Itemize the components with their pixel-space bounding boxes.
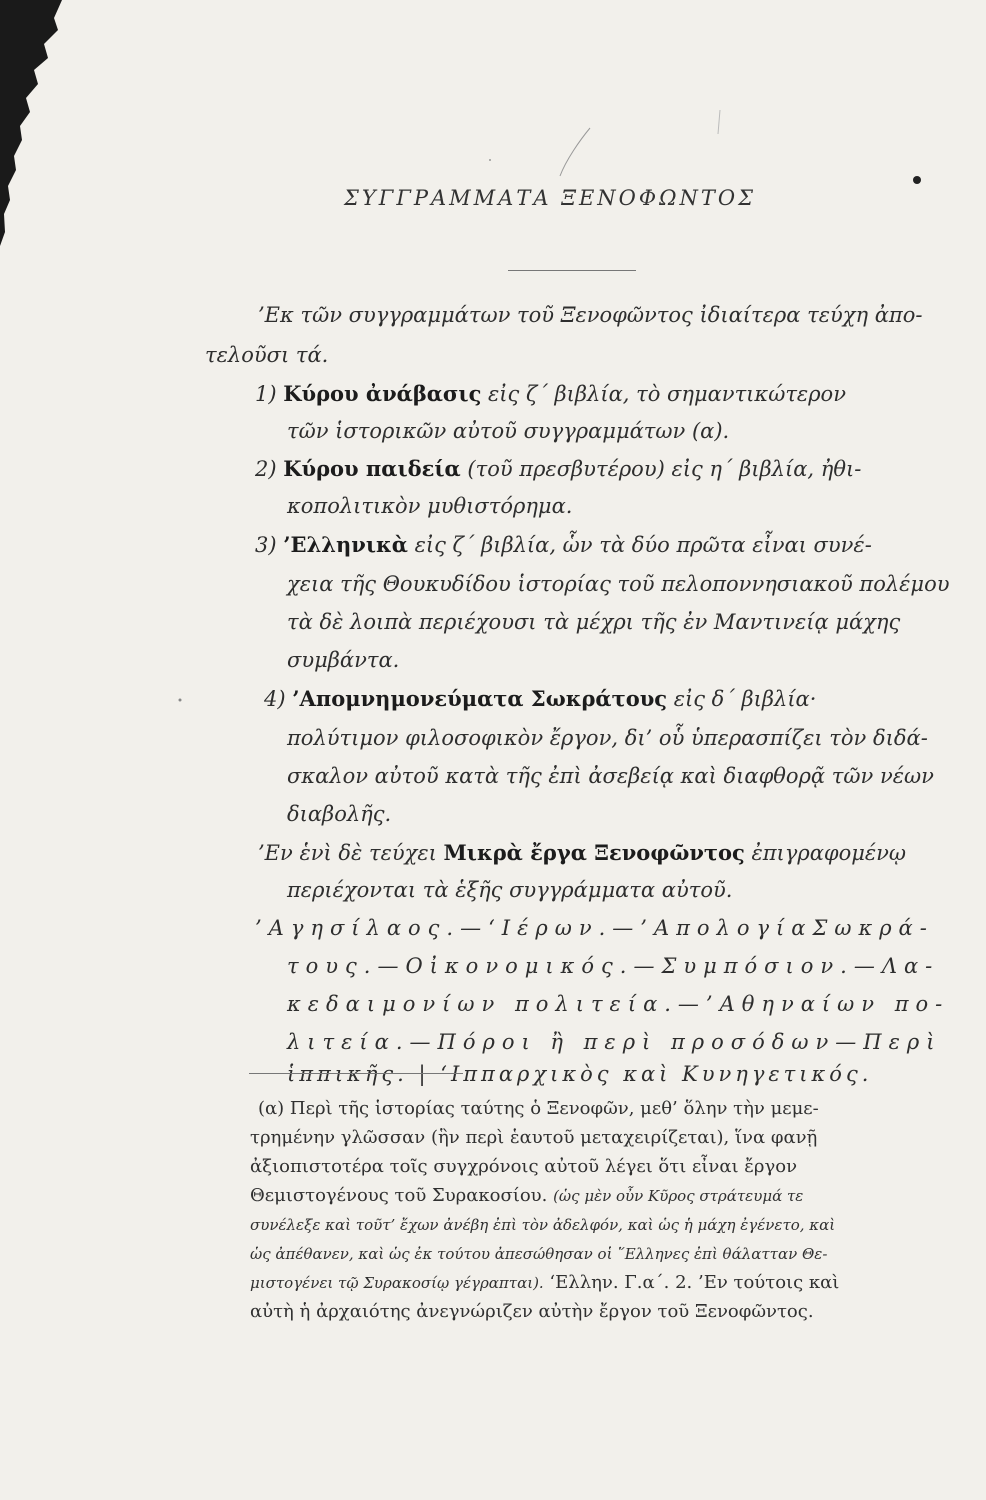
work-title: Κύρου παιδεία: [283, 456, 461, 481]
footnote-line-1: (α) Περὶ τῆς ἱστορίας ταύτης ὁ Ξενοφῶν, μεθ’ ὅλην τὴν μεμε-: [258, 1098, 819, 1119]
footnote-line-3: ἀξιοπιστοτέρα τοῖς συγχρόνοις αὐτοῦ λέγει ὅτι εἶναι ἔργον: [250, 1156, 798, 1177]
works-list-line: λιτεία.—Πόροι ἢ περὶ προσόδων—Περὶ: [287, 1030, 942, 1054]
work-item-4: [264, 686, 816, 711]
works-list-line: τους.—Οἰκονομικός.—Συμπόσιον.—Λα-: [287, 954, 940, 978]
footnote-line-5-text: συνέλεξε καὶ τοῦτ’ ἔχων ἀνέβη ἐπὶ τὸν ἀδελφόν, καὶ ὡς ἡ μάχη ἐγένετο, καὶ: [250, 1216, 836, 1234]
item-number: 4): [264, 687, 286, 711]
page-title: ΣΥΓΓΡΑΜΜΑΤΑ ΞΕΝΟΦΩΝΤΟΣ: [344, 186, 756, 210]
footnote-line-5: [250, 1214, 835, 1235]
works-list-line: κεδαιμονίων πολιτεία.—’Αθηναίων πο-: [287, 992, 950, 1016]
intro-line-2: τελοῦσι τά.: [205, 343, 329, 367]
ink-dot: [913, 176, 921, 184]
works-list-line: ’Αγησίλαος.—‘Ιέρων.—’ΑπολογίαΣωκρά-: [255, 916, 934, 940]
work-item-3-cont-2: τὰ δὲ λοιπὰ περιέχουσι τὰ μέχρι τῆς ἐν Μαντινείᾳ μάχης: [287, 610, 901, 634]
footnote-line-8: αὐτὴ ἡ ἀρχαιότης ἀνεγνώριζεν αὐτὴν ἔργον τοῦ Ξενοφῶντος.: [250, 1301, 814, 1322]
work-title: Κύρου ἀνάβασις: [283, 381, 482, 406]
small-works-post: ἐπιγραφομένῳ: [744, 841, 907, 865]
footnote-line-6: [250, 1243, 827, 1264]
small-works-title: Μικρὰ ἔργα Ξενοφῶντος: [443, 840, 745, 865]
item-number: 3): [255, 533, 277, 557]
work-item-1-cont: τῶν ἱστορικῶν αὐτοῦ συγγραμμάτων (α).: [287, 419, 730, 443]
intro-line-1: ’Εκ τῶν συγγραμμάτων τοῦ Ξενοφῶντος ἰδιαίτερα τεύχη ἀπο-: [258, 303, 923, 327]
small-works-line: [258, 840, 906, 865]
title-rule: [508, 270, 636, 271]
work-description: εἰς ζ΄ βιβλία, ὧν τὰ δύο πρῶτα εἶναι συνέ-: [407, 533, 872, 557]
work-title: ’Απομνημονεύματα Σωκράτους: [292, 686, 668, 711]
item-number: 2): [255, 457, 277, 481]
work-item-3-cont-3: συμβάντα.: [287, 648, 400, 672]
work-title: ’Ελληνικὰ: [283, 532, 408, 557]
small-works-line-2: περιέχονται τὰ ἑξῆς συγγράμματα αὐτοῦ.: [287, 878, 733, 902]
work-item-2: [255, 456, 861, 481]
work-description: εἰς δ΄ βιβλία·: [667, 687, 817, 711]
work-item-2-cont: κοπολιτικὸν μυθιστόρημα.: [287, 494, 573, 518]
work-description: εἰς ζ΄ βιβλία, τὸ σημαντικώτερον: [481, 382, 846, 406]
work-item-3: [255, 532, 872, 557]
footnote-rule: [249, 1073, 463, 1074]
small-works-pre: ’Εν ἑνὶ δὲ τεύχει: [258, 841, 444, 865]
footnote-line-7-b: ‘Ελλην. Γ.α΄. 2. ’Εν τούτοις καὶ: [543, 1272, 840, 1293]
footnote-line-4-b: (ὡς μὲν οὖν Κῦρος στράτευμά τε: [553, 1187, 804, 1205]
footnote-line-7-a: μιστογένει τῷ Συρακοσίῳ γέγραπται).: [250, 1274, 544, 1292]
work-item-4-cont-1: πολύτιμον φιλοσοφικὸν ἔργον, δι’ οὗ ὑπερασπίζει τὸν διδά-: [287, 726, 928, 750]
works-list-line: ἱππικῆς. | ‘Ιππαρχικὸς καὶ Κυνηγετικός.: [287, 1062, 873, 1086]
item-number: 1): [255, 382, 277, 406]
work-item-4-cont-2: σκαλον αὐτοῦ κατὰ τῆς ἐπὶ ἀσεβείᾳ καὶ διαφθορᾷ τῶν νέων: [287, 764, 934, 788]
work-item-4-cont-3: διαβολῆς.: [287, 802, 392, 826]
work-description: (τοῦ πρεσβυτέρου) εἰς η΄ βιβλία, ἠθι-: [460, 457, 862, 481]
footnote-line-2: τρημένην γλῶσσαν (ἣν περὶ ἑαυτοῦ μεταχειρίζεται), ἵνα φανῇ: [250, 1127, 818, 1148]
work-item-3-cont-1: χεια τῆς Θουκυδίδου ἱστορίας τοῦ πελοποννησιακοῦ πολέμου: [287, 572, 950, 596]
footnote-line-7: [250, 1272, 839, 1293]
footnote-line-4-a: Θεμιστογένους τοῦ Συρακοσίου.: [250, 1185, 548, 1206]
footnote-line-6-text: ὡς ἀπέθανεν, καὶ ὡς ἐκ τούτου ἀπεσώθησαν οἱ ῞Ελληνες ἐπὶ θάλατταν Θε-: [250, 1245, 828, 1263]
work-item-1: [255, 381, 846, 406]
footnote-line-4: [250, 1185, 803, 1206]
